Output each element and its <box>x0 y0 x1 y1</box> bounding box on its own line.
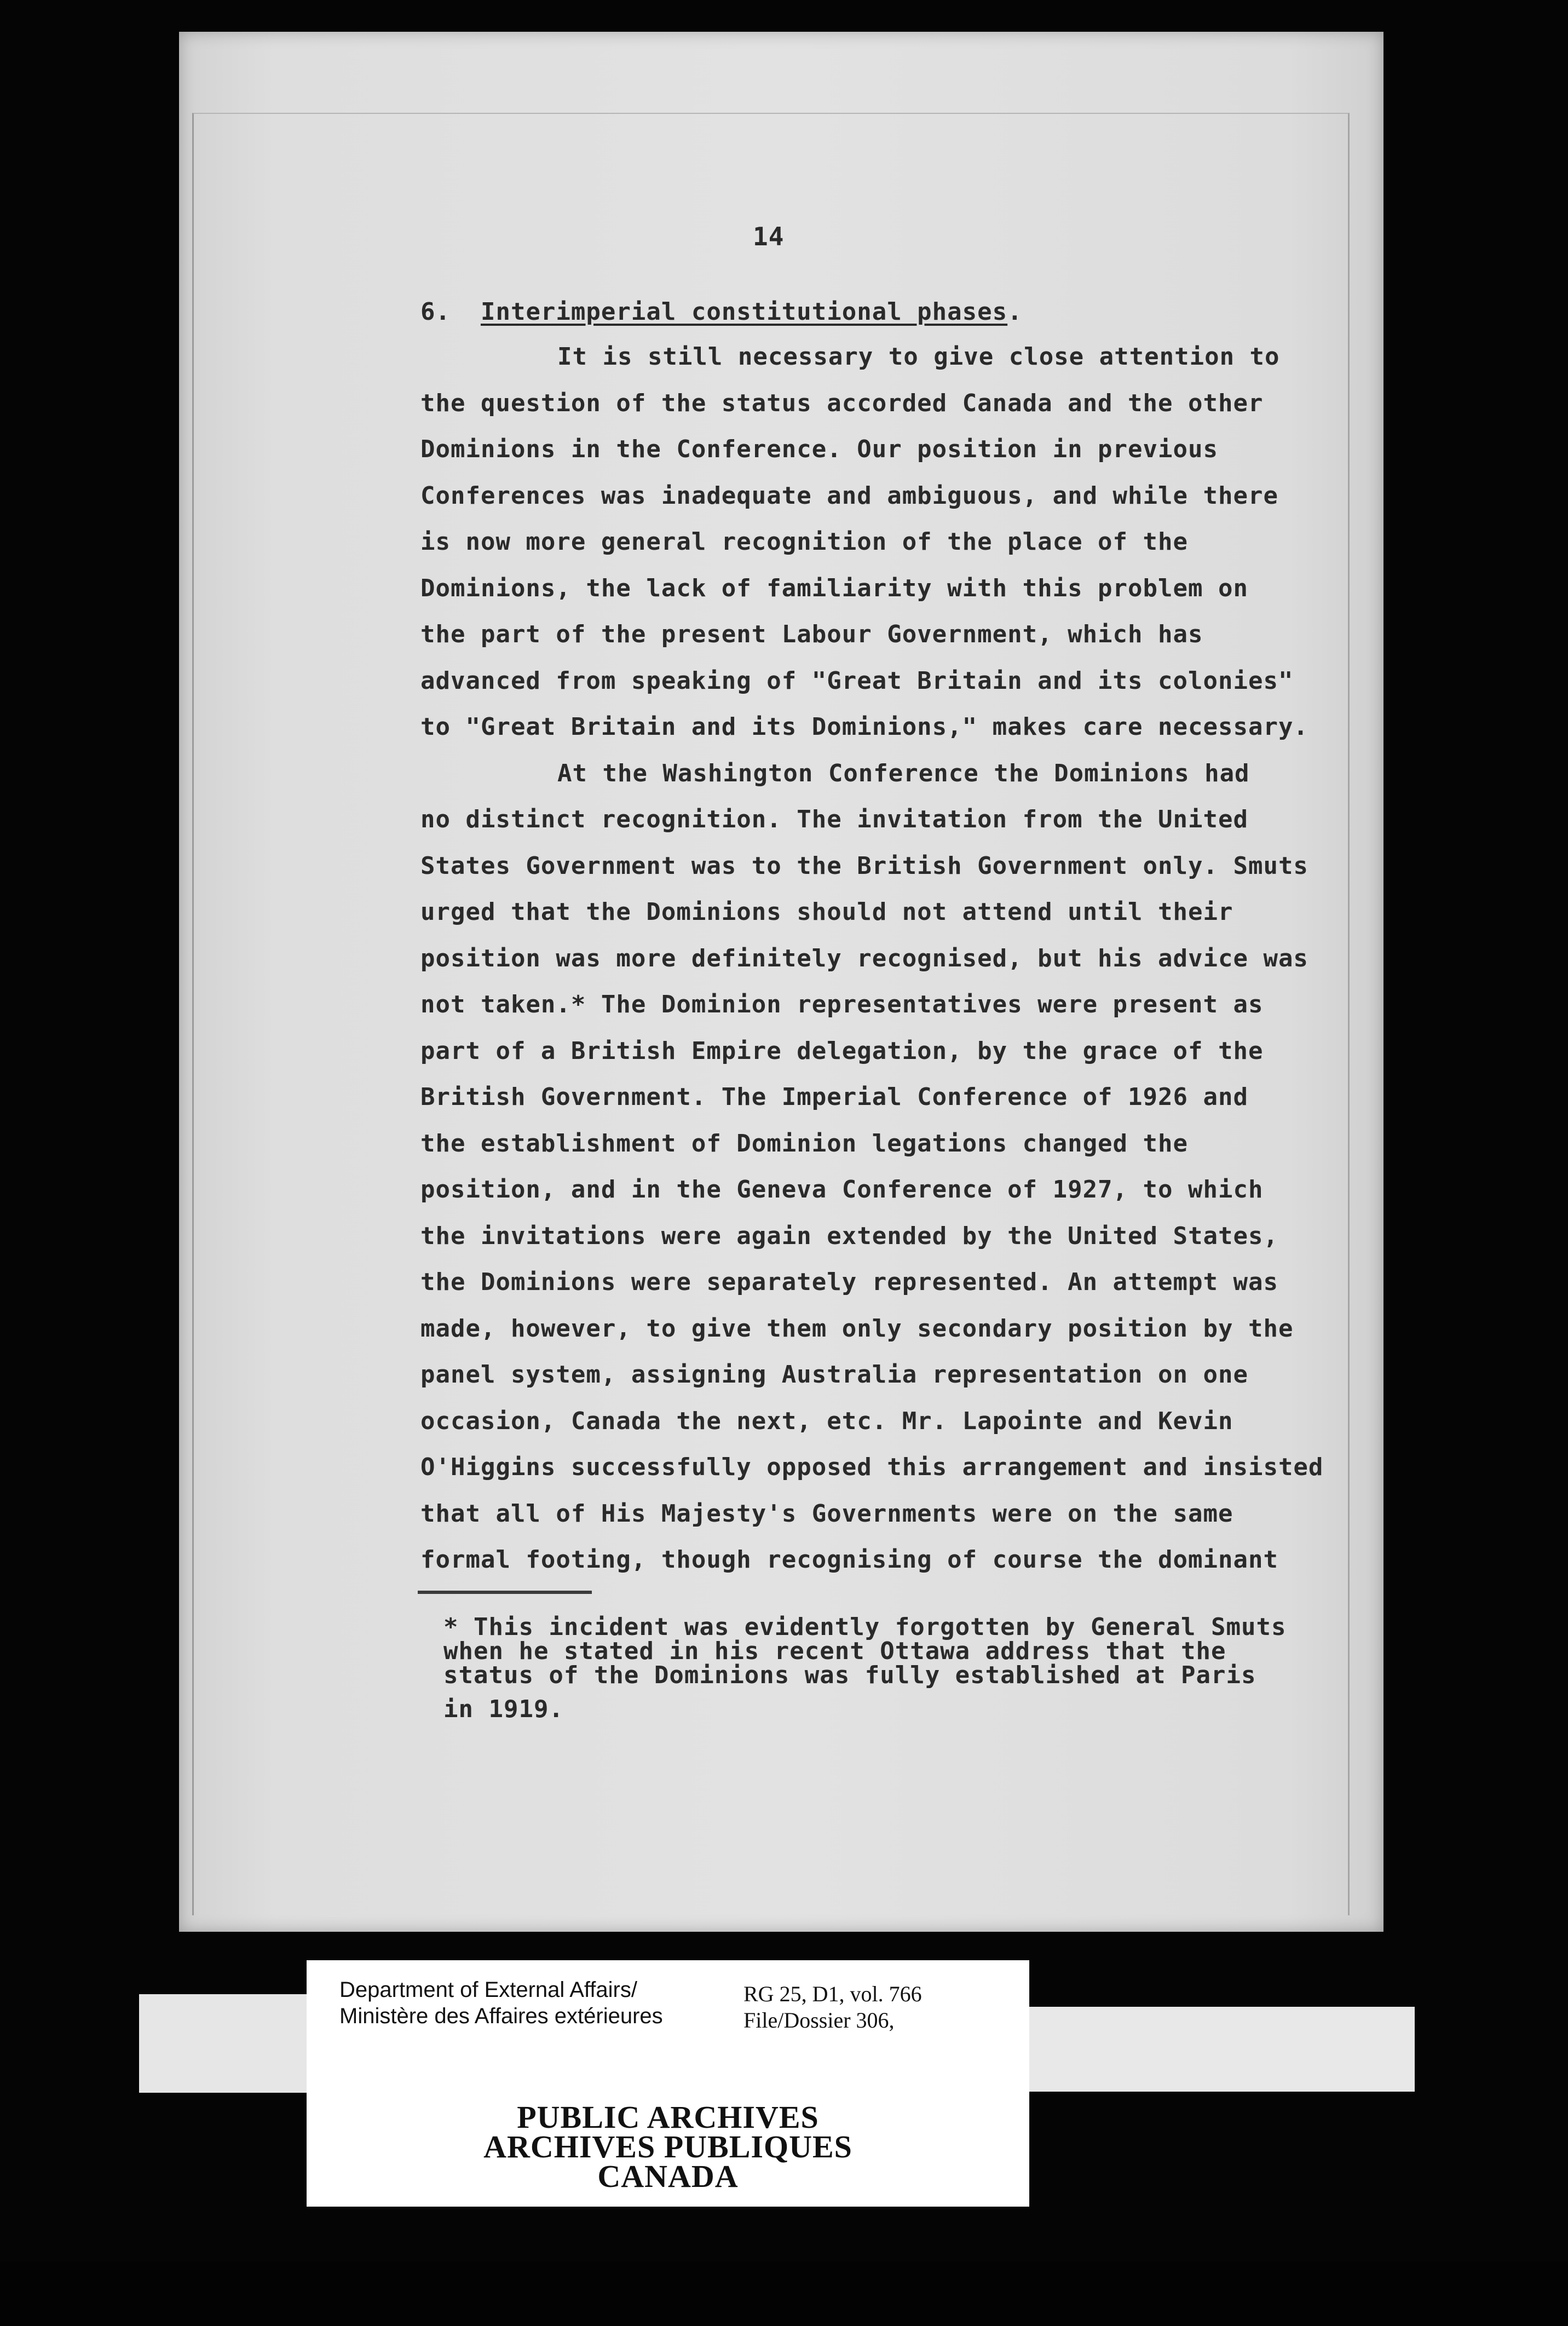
footnote-line: status of the Dominions was fully established at Paris <box>443 1661 1256 1689</box>
body-text <box>420 334 1323 1584</box>
archives-stamp-line: ARCHIVES PUBLIQUES <box>483 2129 852 2164</box>
body-line: formal footing, though recognising of course the dominant <box>420 1546 1278 1574</box>
body-line: Dominions, the lack of familiarity with this problem on <box>420 574 1248 602</box>
page-number: 14 <box>753 222 785 251</box>
section-heading <box>420 289 1023 336</box>
body-line: O'Higgins successfully opposed this arrangement and insisted <box>420 1453 1324 1481</box>
body-line: the invitations were again extended by the United States, <box>420 1222 1278 1250</box>
body-line: urged that the Dominions should not attend until their <box>420 898 1233 926</box>
body-line: Conferences was inadequate and ambiguous, and while there <box>420 481 1278 510</box>
archives-stamp-line: PUBLIC ARCHIVES <box>517 2099 819 2135</box>
department-label <box>339 1977 663 2029</box>
footnote <box>443 1615 1286 1722</box>
body-line: position, and in the Geneva Conference of 1927, to which <box>420 1176 1264 1204</box>
body-line: occasion, Canada the next, etc. Mr. Lapointe and Kevin <box>420 1407 1233 1435</box>
archives-stamp-line: CANADA <box>597 2158 739 2194</box>
body-line: made, however, to give them only secondary position by the <box>420 1314 1294 1343</box>
department-fr: Ministère des Affaires extérieures <box>339 2004 663 2028</box>
section-number: 6. <box>420 298 451 326</box>
reference-label <box>743 1981 922 2034</box>
reference-number: RG 25, D1, vol. 766 <box>743 1982 922 2006</box>
body-line: the question of the status accorded Canada and the other <box>420 389 1264 417</box>
label-tab-right <box>1029 2007 1415 2092</box>
footnote-line: when he stated in his recent Ottawa address that the <box>443 1637 1226 1665</box>
body-line: part of a British Empire delegation, by the grace of the <box>420 1037 1264 1065</box>
footnote-line: in 1919. <box>443 1695 564 1723</box>
section-title: Interimperial constitutional phases <box>480 298 1008 326</box>
body-line: position was more definitely recognised, but his advice was <box>420 944 1308 972</box>
section-title-end: . <box>1007 298 1023 326</box>
body-line: It is still necessary to give close attention to <box>557 343 1280 371</box>
body-line: to "Great Britain and its Dominions," makes care necessary. <box>420 713 1308 741</box>
body-line: At the Washington Conference the Dominions had <box>557 759 1250 787</box>
body-line: British Government. The Imperial Conference of 1926 and <box>420 1083 1248 1111</box>
body-line: the Dominions were separately represented. An attempt was <box>420 1268 1278 1296</box>
label-tab-left <box>139 1994 307 2093</box>
department-en: Department of External Affairs/ <box>339 1978 637 2002</box>
body-line: the establishment of Dominion legations changed the <box>420 1129 1189 1158</box>
footnote-divider <box>418 1591 592 1594</box>
body-line: that all of His Majesty's Governments were on the same <box>420 1499 1233 1528</box>
body-line: is now more general recognition of the place of the <box>420 528 1189 556</box>
body-line: States Government was to the British Government only. Smuts <box>420 851 1308 880</box>
body-line: Dominions in the Conference. Our position in previous <box>420 435 1218 463</box>
body-line: the part of the present Labour Government, which has <box>420 620 1203 648</box>
body-line: not taken.* The Dominion representatives were present as <box>420 991 1264 1018</box>
body-line: panel system, assigning Australia representation on one <box>420 1361 1248 1389</box>
film-bottom-edge <box>0 2261 1568 2326</box>
body-line: advanced from speaking of "Great Britain and its colonies" <box>420 666 1294 695</box>
file-number: File/Dossier 306, <box>743 2008 895 2033</box>
archives-stamp <box>307 2099 1029 2194</box>
body-line: no distinct recognition. The invitation from the United <box>420 805 1248 833</box>
footnote-line: * This incident was evidently forgotten by General Smuts <box>443 1613 1287 1641</box>
